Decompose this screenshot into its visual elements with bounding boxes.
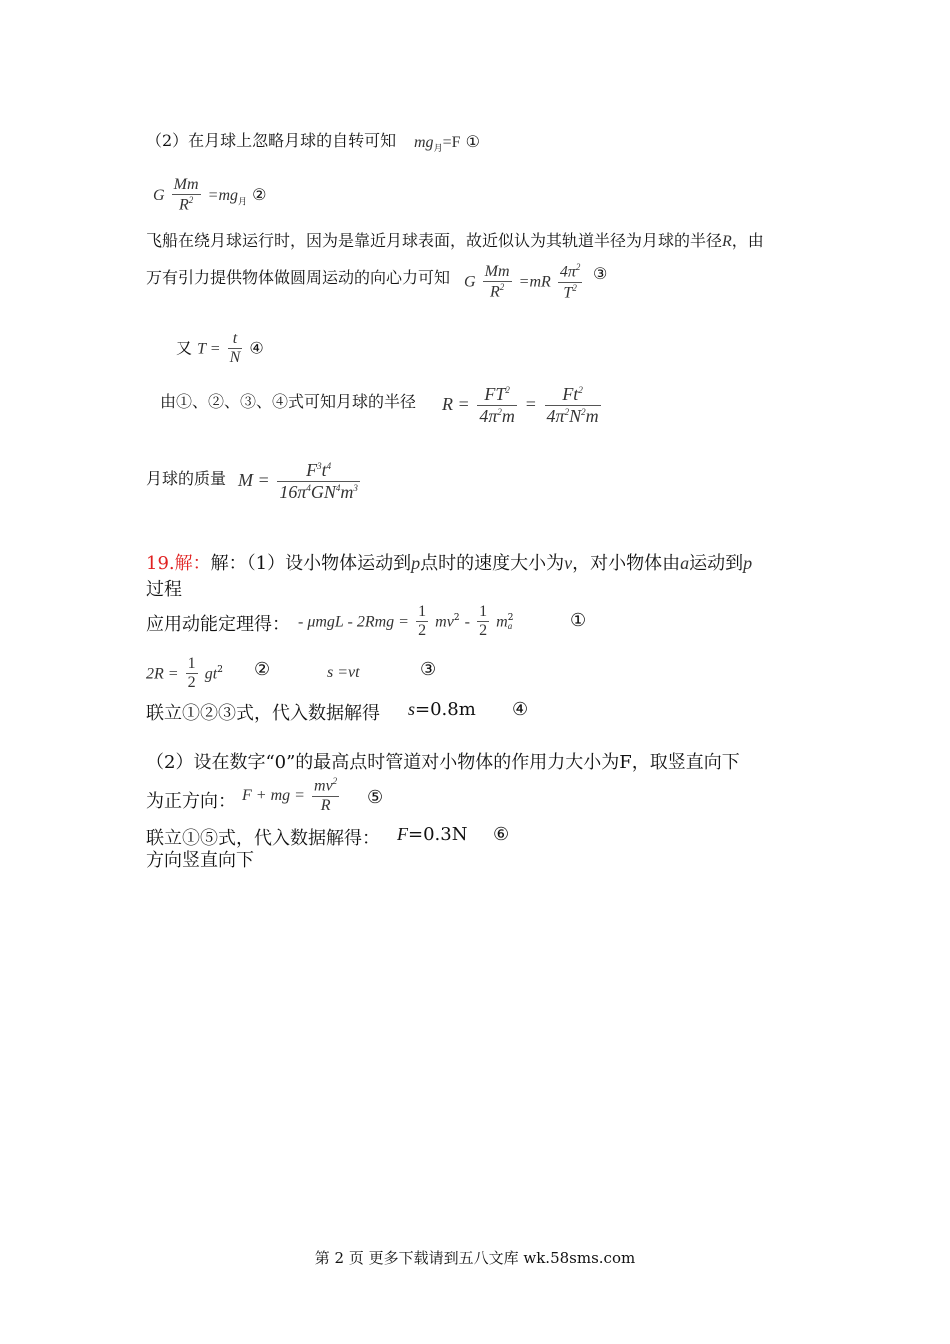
page-footer: 第 2 页 更多下载请到五八文库 wk.58sms.com [314, 1249, 636, 1267]
fraction: $\frac{t}{N}$ [229, 330, 241, 367]
p19-line9: 方向竖直向下 [146, 850, 254, 871]
fraction: $\frac{1}{2}$ [418, 603, 427, 640]
p19-line3: 应用动能定理得： [146, 614, 290, 635]
mark-19-2: ② [254, 659, 271, 680]
formula-6: R = $\frac{FT^2}{4\pi^2m}$ = $\frac{Ft^2}{4\pi^2N^2m}$ [442, 384, 599, 426]
p19-line2: 过程 [146, 579, 182, 600]
p19-line5: 联立①②③式，代入数据解得 [146, 703, 380, 724]
formula-7: M = $\frac{F^3t^4}{16\pi^4GN^4m^3}$ [238, 460, 358, 502]
mark-3: ③ [593, 264, 608, 283]
result-s: s=0.8m [408, 699, 476, 720]
fraction: $\frac{1}{2}$ [187, 655, 196, 692]
formula-2: G $\frac{Mm}{R^2}$ $=mg_月$ ② [153, 176, 267, 214]
formula-s1: $mg_月=F$ ① [414, 132, 480, 155]
fraction: $\frac{Mm}{R^2}$ [173, 176, 199, 214]
p19-line7: 为正方向： [146, 791, 236, 812]
line-s6: 由①、②、③、④式可知月球的半径 [160, 392, 417, 411]
mark-19-3: ③ [420, 659, 437, 680]
equation-5: F + mg = $\frac{mv^2}{R}$ [242, 776, 338, 814]
equation-3: s =vt [327, 664, 360, 681]
fraction: $\frac{Mm}{R^2}$ [484, 262, 510, 301]
mark-19-5: ⑤ [367, 787, 384, 808]
fraction: $\frac{mv^2}{R}$ [314, 776, 338, 814]
result-F: F=0.3N [397, 824, 468, 845]
fraction: $\frac{F^3t^4}{16\pi^4GN^4m^3}$ [279, 460, 358, 502]
p19-line8: 联立①⑤式，代入数据解得： [146, 828, 380, 849]
mark-19-1: ① [570, 610, 587, 631]
fraction: $\frac{Ft^2}{4\pi^2N^2m}$ [546, 384, 599, 426]
line-s5: 又 T = $\frac{t}{N}$ ④ [176, 330, 264, 367]
equation-1: - μmgL - 2Rmg = $\frac{1}{2}$ $mv^2$ - $\frac{1}{2}$ m 2 a [298, 603, 514, 640]
formula-4: G $\frac{Mm}{R^2}$ =mR $\frac{4\pi^2}{T^2}$ [464, 262, 581, 302]
line-s1: （2）在月球上忽略月球的自转可知 [146, 131, 397, 150]
p19-line6: （2）设在数字“0”的最高点时管道对小物体的作用力大小为F，取竖直向下 [146, 752, 740, 773]
fraction: $\frac{FT^2}{4\pi^2m}$ [479, 384, 515, 426]
equation-2: 2R = $\frac{1}{2}$ $gt^2$ [146, 655, 223, 692]
mark-19-6: ⑥ [493, 824, 510, 845]
mark-19-4: ④ [512, 699, 529, 720]
fraction: $\frac{4\pi^2}{T^2}$ [559, 262, 581, 302]
fraction: $\frac{1}{2}$ [479, 603, 488, 640]
line-s4: 万有引力提供物体做圆周运动的向心力可知 [146, 268, 451, 287]
line-s7: 月球的质量 [146, 469, 227, 488]
p19-line1: 19.解：解：（1）设小物体运动到p点时的速度大小为v，对小物体由a运动到p [146, 553, 753, 574]
line-s3: 飞船在绕月球运行时，因为是靠近月球表面，故近似认为其轨道半径为月球的半径R，由 [146, 231, 764, 250]
